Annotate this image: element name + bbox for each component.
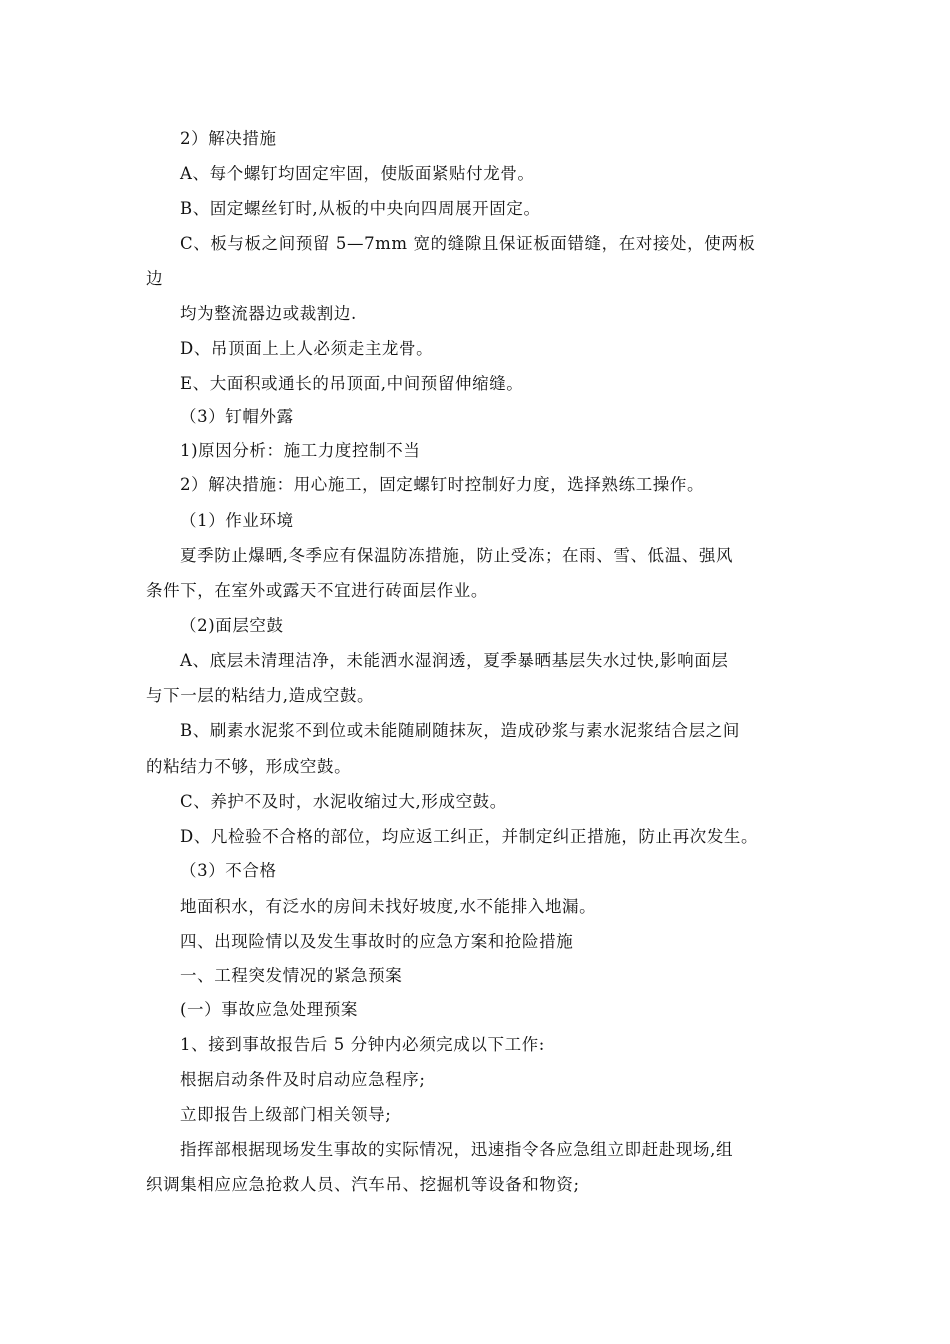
text-line: 边 bbox=[146, 269, 164, 288]
text-line: B、固定螺丝钉时,从板的中央向四周展开固定。 bbox=[180, 199, 541, 218]
text-line: 2）解决措施 bbox=[180, 129, 277, 148]
text-line: 立即报告上级部门相关领导; bbox=[180, 1105, 392, 1124]
section-heading: 四、出现险情以及发生事故时的应急方案和抢险措施 bbox=[180, 932, 574, 951]
text-line: C、养护不及时，水泥收缩过大,形成空鼓。 bbox=[180, 792, 507, 811]
text-line: 地面积水，有泛水的房间未找好坡度,水不能排入地漏。 bbox=[180, 897, 597, 916]
text-line: 的粘结力不够，形成空鼓。 bbox=[146, 757, 352, 776]
text-line: A、底层未清理洁净，未能洒水湿润透，夏季暴晒基层失水过快,影响面层 bbox=[180, 651, 729, 670]
text-line: 织调集相应应急抢救人员、汽车吊、挖掘机等设备和物资; bbox=[146, 1175, 580, 1194]
text-line: 与下一层的粘结力,造成空鼓。 bbox=[146, 686, 375, 705]
text-line: 指挥部根据现场发生事故的实际情况，迅速指令各应急组立即赶赴现场,组 bbox=[180, 1140, 734, 1159]
text-line: 2）解决措施：用心施工，固定螺钉时控制好力度，选择熟练工操作。 bbox=[180, 475, 705, 494]
heading: （3）钉帽外露 bbox=[180, 407, 294, 426]
heading: （3）不合格 bbox=[180, 861, 277, 880]
text-line: D、凡检验不合格的部位，均应返工纠正，并制定纠正措施，防止再次发生。 bbox=[180, 827, 759, 846]
text-line: 夏季防止爆晒,冬季应有保温防冻措施，防止受冻；在雨、雪、低温、强风 bbox=[180, 546, 734, 565]
subsection-heading: (一）事故应急处理预案 bbox=[180, 1000, 359, 1019]
text-line: C、板与板之间预留 5—7mm 宽的缝隙且保证板面错缝，在对接处，使两板 bbox=[180, 234, 756, 253]
text-line: 1、接到事故报告后 5 分钟内必须完成以下工作: bbox=[180, 1035, 545, 1054]
text-line: 均为整流器边或裁割边. bbox=[180, 304, 357, 323]
heading: （2)面层空鼓 bbox=[180, 616, 284, 635]
heading: （1）作业环境 bbox=[180, 511, 294, 530]
text-line: 条件下，在室外或露天不宜进行砖面层作业。 bbox=[146, 581, 488, 600]
text-line: D、吊顶面上上人必须走主龙骨。 bbox=[180, 339, 434, 358]
text-line: E、大面积或通长的吊顶面,中间预留伸缩缝。 bbox=[180, 374, 524, 393]
text-line: B、刷素水泥浆不到位或未能随刷随抹灰，造成砂浆与素水泥浆结合层之间 bbox=[180, 721, 740, 740]
text-line: 1)原因分析：施工力度控制不当 bbox=[180, 441, 421, 460]
section-heading: 一、工程突发情况的紧急预案 bbox=[180, 966, 403, 985]
text-line: A、每个螺钉均固定牢固，使版面紧贴付龙骨。 bbox=[180, 164, 535, 183]
text-line: 根据启动条件及时启动应急程序; bbox=[180, 1070, 426, 1089]
